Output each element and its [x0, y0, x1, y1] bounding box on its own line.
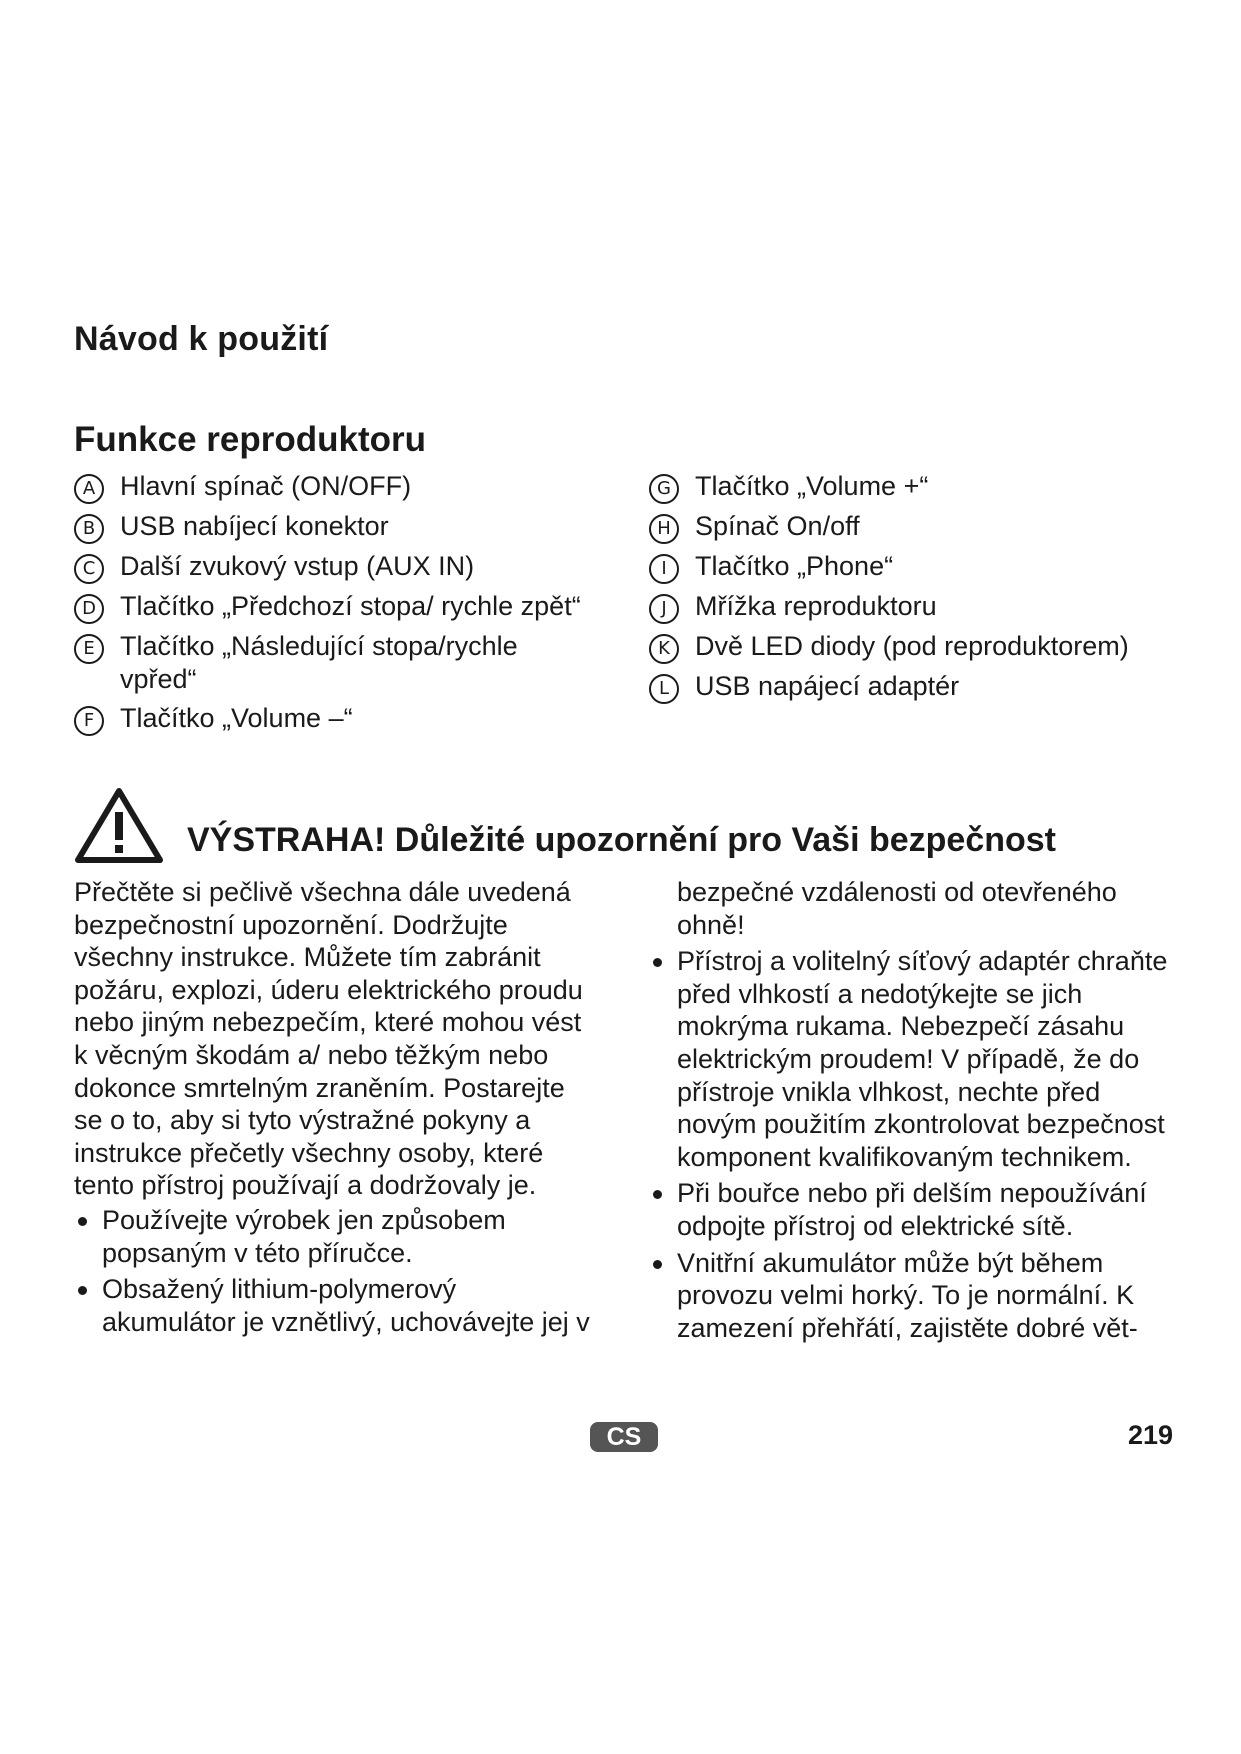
warning-header: [74, 786, 1174, 866]
feature-text: Mřížka reproduktoru: [695, 591, 937, 621]
feature-item: [649, 670, 1189, 704]
feature-letter-badge: A: [74, 474, 104, 504]
list-item: Vnitřní akumulátor může být během provozu velmi horký. To je normální. K zamezení přehřátí, zajistěte dobré vět-: [649, 1247, 1169, 1345]
warning-bullets-right: [649, 945, 1169, 1344]
page-title: Návod k použití: [74, 320, 329, 358]
feature-item: [649, 590, 1189, 624]
features-list-left: [74, 470, 614, 742]
feature-text: Tlačítko „Volume –“: [120, 703, 353, 733]
features-list-right: [649, 470, 1189, 710]
feature-letter-badge: L: [649, 674, 679, 704]
list-item: Používejte výrobek jen způsobem popsaným v této příručce.: [74, 1204, 594, 1269]
feature-letter-badge: B: [74, 514, 104, 544]
feature-letter-badge: D: [74, 594, 104, 624]
feature-text: USB napájecí adaptér: [695, 671, 960, 701]
feature-item: [649, 550, 1189, 584]
feature-letter-badge: F: [74, 706, 104, 736]
bullet-continuation: bezpečné vzdálenosti od otevřeného ohně!: [677, 877, 1117, 940]
feature-text: Další zvukový vstup (AUX IN): [120, 551, 475, 581]
feature-text: Spínač On/off: [695, 511, 860, 541]
warning-intro: Přečtěte si pečlivě všechna dále uvedená bezpečnostní upozornění. Dodržujte všechny instrukce. Můžete tím zabránit požáru, explozi, úderu elektrického proudu nebo jiným nebezpečím, které mohou vést k věcným škodám a/ nebo těžkým nebo dokonce smrtelným zraněním. Postarejte se o to, aby si tyto výstražné pokyny a instrukce přečetly všechny osoby, které tento přístroj používají a dodržovaly je.: [74, 877, 583, 1201]
feature-item: [74, 590, 614, 624]
feature-letter-badge: H: [649, 514, 679, 544]
feature-item: [74, 550, 614, 584]
feature-letter-badge: G: [649, 474, 679, 504]
list-item: Obsažený lithium-polymerový akumulátor je vznětlivý, uchovávejte jej v: [74, 1273, 594, 1338]
feature-text: Tlačítko „Předchozí stopa/ rychle zpět“: [120, 591, 581, 621]
list-item: Přístroj a volitelný síťový adaptér chraňte před vlhkostí a nedotýkejte se jich mokrýma rukama. Nebezpečí zásahu elektrickým proudem! V případě, že do přístroje vnikla vlhkost, nechte před novým použitím zkontrolovat bezpečnost komponent kvalifikovaným technikem.: [649, 945, 1169, 1173]
feature-letter-badge: K: [649, 634, 679, 664]
feature-item: [74, 510, 614, 544]
feature-text: Hlavní spínač (ON/OFF): [120, 471, 412, 501]
feature-text: Dvě LED diody (pod reproduktorem): [695, 631, 1129, 661]
feature-text: Tlačítko „Phone“: [695, 551, 894, 581]
warning-bullets-left: [74, 1204, 594, 1338]
feature-letter-badge: J: [649, 594, 679, 624]
feature-item: [649, 510, 1189, 544]
feature-item: [74, 630, 614, 696]
warning-heading: VÝSTRAHA! Důležité upozornění pro Vaši bezpečnost: [187, 821, 1056, 859]
language-badge: CS: [590, 1422, 658, 1452]
feature-item: [649, 630, 1189, 664]
warning-column-left: [74, 876, 594, 1342]
page-number: 219: [1128, 1420, 1174, 1450]
feature-letter-badge: C: [74, 554, 104, 584]
feature-text: Tlačítko „Následující stopa/rychle vpřed“: [120, 631, 518, 694]
feature-text: Tlačítko „Volume +“: [695, 471, 929, 501]
feature-item: [74, 470, 614, 504]
list-item: Při bouřce nebo při delším nepoužívání odpojte přístroj od elektrické sítě.: [649, 1177, 1169, 1242]
feature-item: [649, 470, 1189, 504]
feature-text: USB nabíjecí konektor: [120, 511, 389, 541]
feature-letter-badge: E: [74, 634, 104, 664]
features-heading: Funkce reproduktoru: [74, 420, 426, 459]
feature-item: [74, 702, 614, 736]
warning-column-right: [649, 876, 1169, 1348]
warning-triangle-icon: [74, 786, 164, 864]
feature-letter-badge: I: [649, 554, 679, 584]
